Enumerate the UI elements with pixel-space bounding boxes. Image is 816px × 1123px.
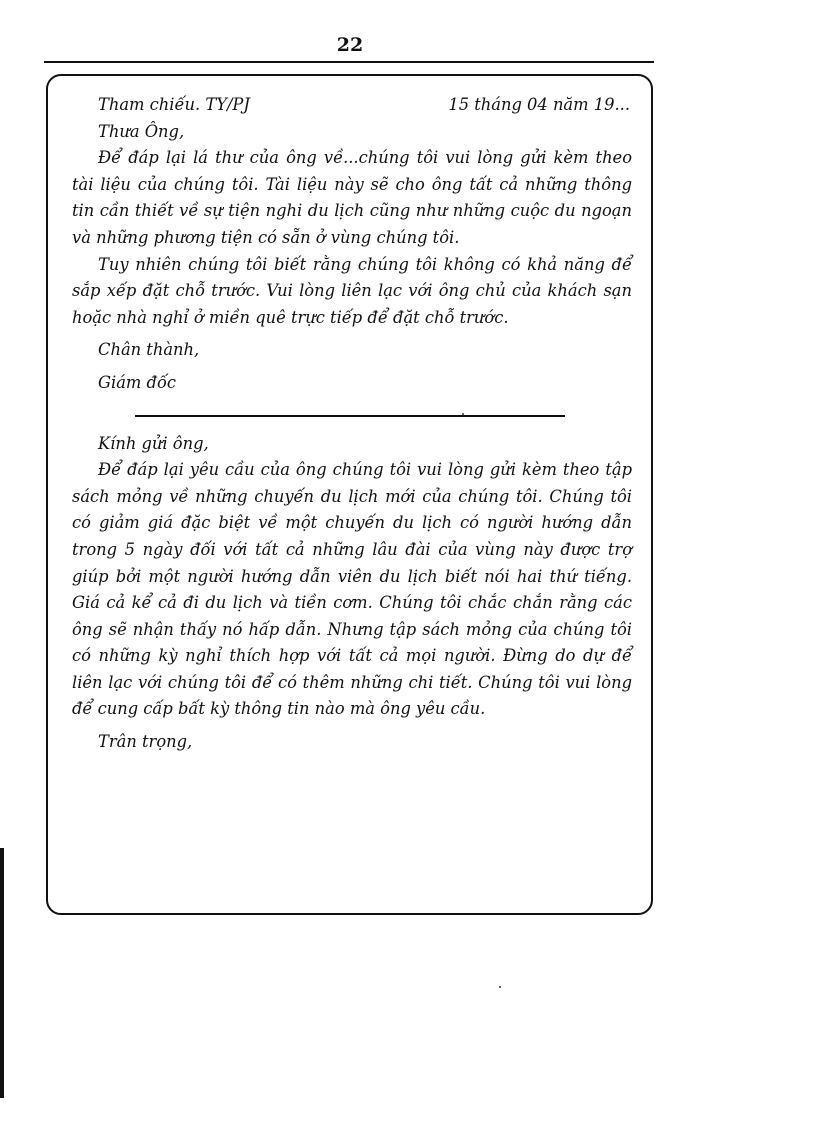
scan-margin-bar xyxy=(0,848,4,1098)
letter2-paragraph-1: Để đáp lại yêu cầu của ông chúng tôi vui lòng gửi kèm theo tập sách mỏng về những chuyến du lịch mới của chúng tôi. Chúng tôi có giảm giá đặc biệt về một chuyến du lịch có người hướng dẫn trong 5 ngày đối với tất cả những lâu đài của vùng này được trợ giúp bởi một người hướng dẫn viên du lịch biết nói hai thứ tiếng. Giá cả kể cả đi du lịch và tiền cơm. Chúng tôi chắc chắn rằng các ông sẽ nhận thấy nó hấp dẫn. Nhưng tập sách mỏng của chúng tôi có những kỳ nghỉ thích hợp với tất cả mọi người. Đừng do dự để liên lạc với chúng tôi để có thêm những chi tiết. Chúng tôi vui lòng để cung cấp bất kỳ thông tin nào mà ông yêu cầu. xyxy=(72,460,632,719)
reference-text: Tham chiếu. TY/PJ xyxy=(98,95,250,114)
letter2-salutation: Kính gửi ông, xyxy=(98,433,209,453)
letter1-salutation: Thưa Ông, xyxy=(98,121,185,141)
letter-date: 15 tháng 04 năm 19... xyxy=(448,95,630,114)
header-rule xyxy=(44,61,654,63)
letter1-paragraph-2: Tuy nhiên chúng tôi biết rằng chúng tôi không có khả năng để sắp xếp đặt chỗ trước. Vui lòng liên lạc với ông chủ của khách sạn hoặc nhà nghỉ ở miền quê trực tiếp để đặt chỗ trước. xyxy=(72,254,632,327)
reference-line xyxy=(72,92,632,119)
scan-speck xyxy=(499,986,501,988)
letter-divider xyxy=(135,415,565,417)
scan-speck xyxy=(462,413,464,415)
letter2-closing: Trân trọng, xyxy=(98,732,193,752)
letter1-paragraph-1: Để đáp lại lá thư của ông về...chúng tôi vui lòng gửi kèm theo tài liệu của chúng tôi. Tài liệu này sẽ cho ông tất cả những thông tin cần thiết về sự tiện nghi du lịch cũng như những cuộc du ngoạn và những phương tiện có sẵn ở vùng chúng tôi. xyxy=(72,148,632,247)
letter1-signature: Giám đốc xyxy=(98,372,177,392)
page-number: 22 xyxy=(336,34,364,56)
letter1-closing: Chân thành, xyxy=(98,340,200,360)
letters-content xyxy=(72,92,632,756)
